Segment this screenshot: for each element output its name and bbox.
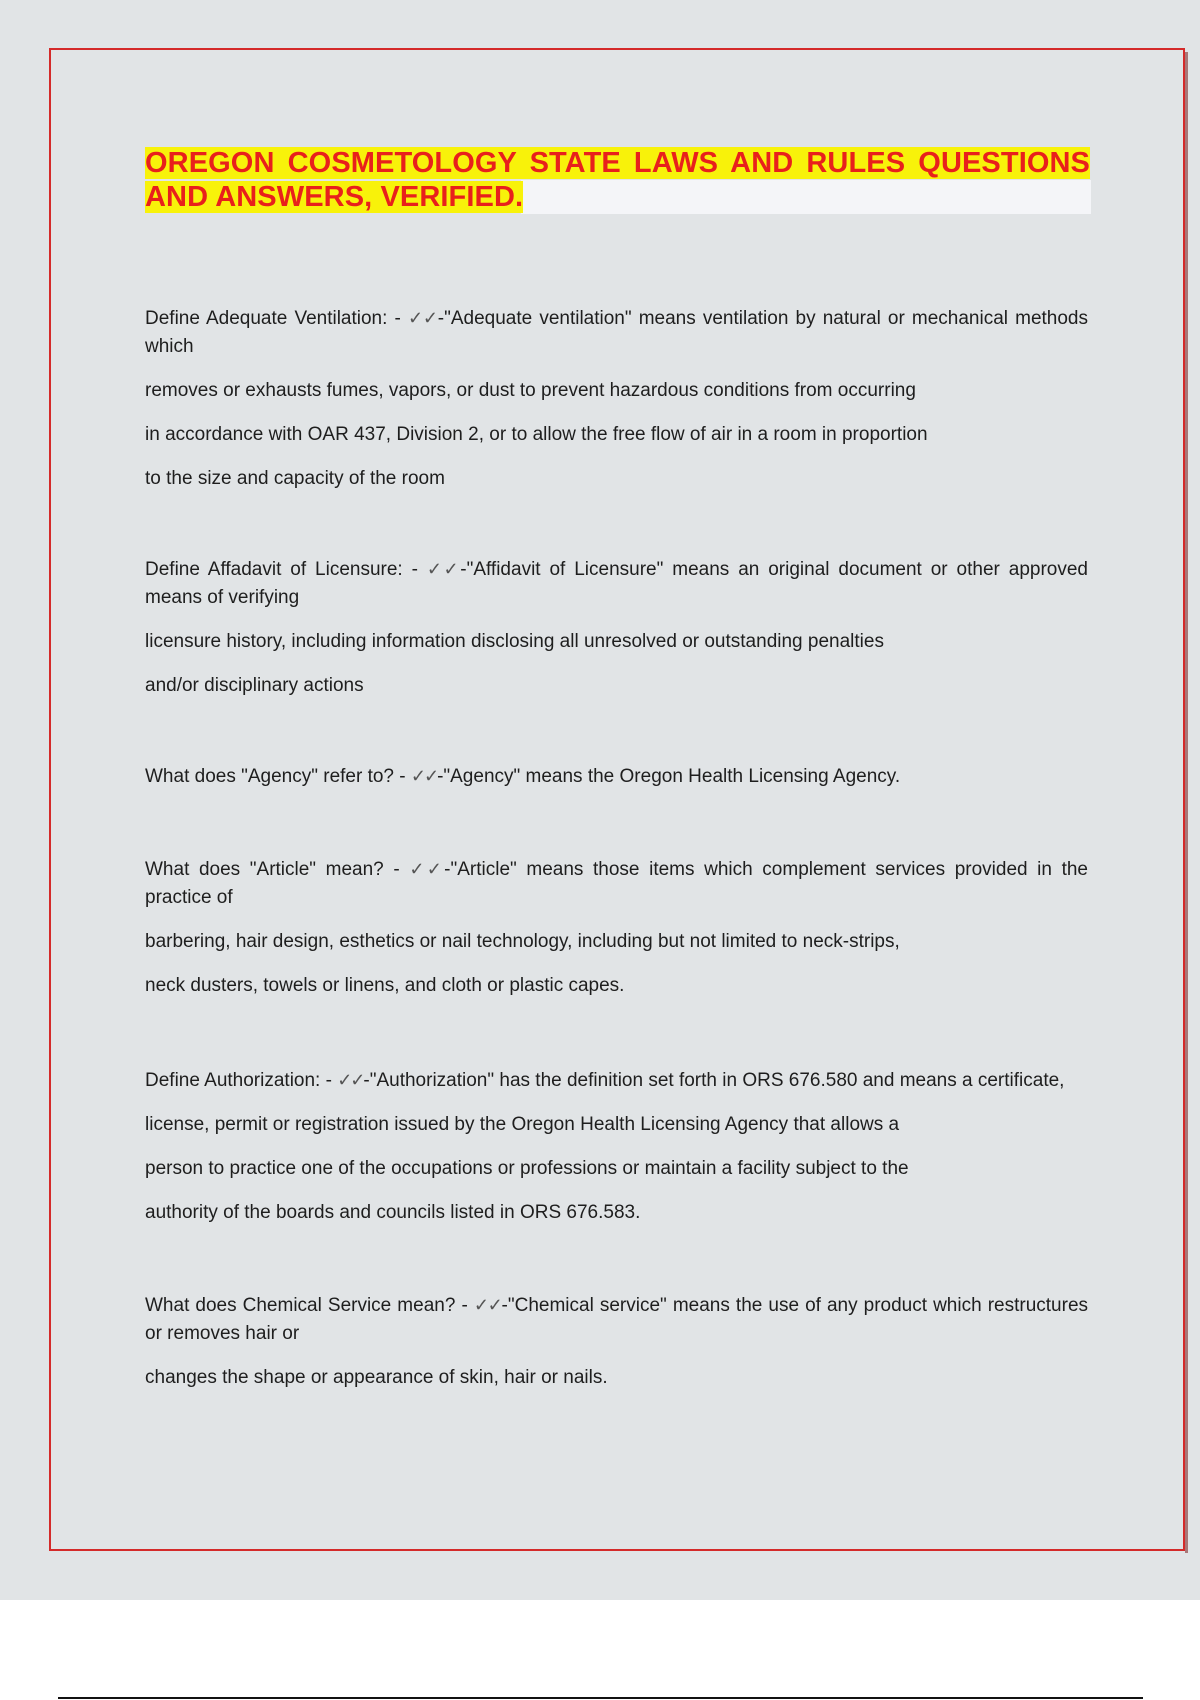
answer-continuation-line: license, permit or registration issued by the Oregon Health Licensing Agency that allows a: [145, 1114, 900, 1135]
answer-text: -"Affidavit of Licensure" means an original document or other approved means of verifying: [145, 559, 1088, 608]
qa-entry-first-paragraph: [145, 762, 1088, 791]
qa-entry-first-paragraph: [145, 1066, 1088, 1095]
answer-continuation-line: removes or exhausts fumes, vapors, or dust to prevent hazardous conditions from occurring: [145, 380, 916, 401]
answer-text: -"Authorization" has the definition set forth in ORS 676.580 and means a certificate,: [363, 1070, 1065, 1091]
footer-divider: [58, 1697, 1143, 1699]
document-title: [145, 146, 1090, 214]
question-text: Define Affadavit of Licensure: -: [145, 559, 427, 580]
answer-continuation-line: in accordance with OAR 437, Division 2, or to allow the free flow of air in a room in proportion: [145, 424, 928, 445]
double-check-icon: ✓✓: [407, 308, 438, 328]
double-check-icon: ✓✓: [473, 1295, 502, 1315]
answer-continuation-line: person to practice one of the occupations or professions or maintain a facility subject to the: [145, 1158, 909, 1179]
qa-entry-first-paragraph: [145, 1291, 1088, 1348]
document-title-text: OREGON COSMETOLOGY STATE LAWS AND RULES QUESTIONS AND ANSWERS, VERIFIED.: [145, 147, 1090, 213]
double-check-icon: ✓✓: [409, 859, 445, 879]
question-text: Define Adequate Ventilation: -: [145, 308, 408, 329]
answer-text: -"Agency" means the Oregon Health Licensing Agency.: [437, 766, 901, 787]
qa-list: [145, 304, 1088, 1392]
question-text: What does Chemical Service mean? -: [145, 1295, 474, 1316]
answer-continuation-line: authority of the boards and councils listed in ORS 676.583.: [145, 1202, 641, 1223]
qa-entry: [145, 855, 1088, 1000]
double-check-icon: ✓✓: [426, 559, 461, 579]
answer-text: -"Article" means those items which complement services provided in the practice of: [145, 859, 1088, 908]
question-text: What does "Article" mean? -: [145, 859, 410, 880]
answer-continuation-line: licensure history, including information disclosing all unresolved or outstanding penalties: [145, 631, 884, 652]
double-check-icon: ✓✓: [337, 1070, 364, 1090]
question-text: What does "Agency" refer to? -: [145, 766, 411, 787]
qa-entry: [145, 762, 1088, 791]
answer-continuation-line: and/or disciplinary actions: [145, 675, 364, 696]
qa-entry: [145, 304, 1088, 493]
answer-continuation-line: neck dusters, towels or linens, and cloth or plastic capes.: [145, 975, 625, 996]
answer-text: -"Adequate ventilation" means ventilation by natural or mechanical methods which: [145, 308, 1088, 357]
answer-continuation-line: to the size and capacity of the room: [145, 468, 445, 489]
answer-continuation-line: barbering, hair design, esthetics or nail technology, including but not limited to neck-strips,: [145, 931, 900, 952]
qa-entry-first-paragraph: [145, 304, 1088, 361]
question-text: Define Authorization: -: [145, 1070, 338, 1091]
answer-text: -"Chemical service" means the use of any product which restructures or removes hair or: [145, 1295, 1089, 1344]
qa-entry: [145, 1066, 1088, 1227]
qa-entry: [145, 555, 1088, 700]
qa-entry-first-paragraph: [145, 855, 1088, 912]
qa-entry-first-paragraph: [145, 555, 1088, 612]
double-check-icon: ✓✓: [410, 766, 438, 786]
answer-continuation-line: changes the shape or appearance of skin, hair or nails.: [145, 1367, 608, 1388]
qa-entry: [145, 1291, 1088, 1392]
